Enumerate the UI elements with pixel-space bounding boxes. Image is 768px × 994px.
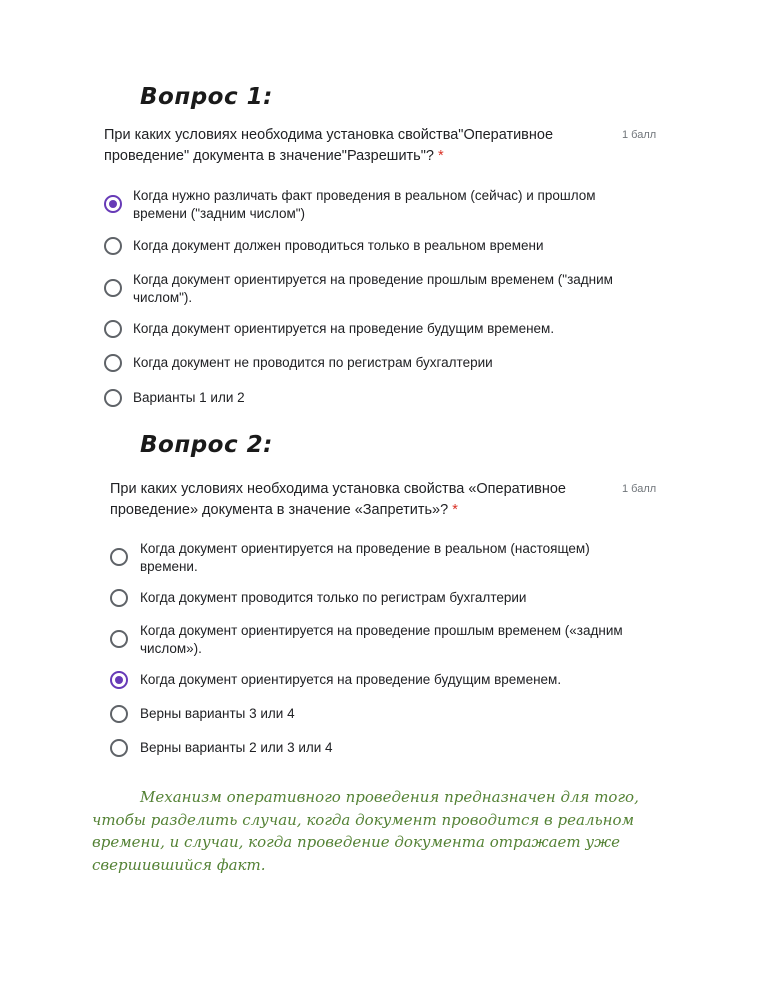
radio-button[interactable] xyxy=(104,279,122,297)
option-label: Когда документ ориентируется на проведение прошлым временем («задним числом»). xyxy=(140,623,623,656)
required-mark: * xyxy=(437,148,444,164)
radio-button[interactable] xyxy=(104,389,122,407)
question-1-points: 1 балл xyxy=(622,129,657,141)
radio-button[interactable] xyxy=(110,548,128,566)
option-label: Верны варианты 3 или 4 xyxy=(140,706,295,721)
radio-button[interactable] xyxy=(104,320,122,338)
option-label: Когда документ не проводится по регистрам бухгалтерии xyxy=(133,355,493,370)
radio-button[interactable] xyxy=(110,630,128,648)
option-label: Когда документ проводится только по регистрам бухгалтерии xyxy=(140,590,527,605)
option-label: Когда документ должен проводиться только в реальном времени xyxy=(133,238,544,253)
option-label: Варианты 1 или 2 xyxy=(133,390,245,405)
option-label: Когда документ ориентируется на проведение будущим временем. xyxy=(140,672,562,687)
required-mark: * xyxy=(452,502,458,518)
question-2-text-body: При каких условиях необходима установка свойства «Оперативное проведение» документа в значение «Запретить»? xyxy=(110,481,566,518)
radio-button[interactable] xyxy=(110,705,128,723)
question-2-points: 1 балл xyxy=(622,483,657,495)
option-label: Верны варианты 2 или 3 или 4 xyxy=(140,740,333,755)
radio-button[interactable] xyxy=(110,671,128,689)
radio-button[interactable] xyxy=(110,739,128,757)
radio-button[interactable] xyxy=(104,354,122,372)
option-label: Когда документ ориентируется на проведение будущим временем. xyxy=(133,321,555,336)
question-1-text-body: При каких условиях необходима установка свойства"Оперативное проведение" документа в значение"Разрешить"? xyxy=(104,127,554,164)
option-label: Когда нужно различать факт проведения в реальном (сейчас) и прошлом времени ("задним числом") xyxy=(133,188,596,221)
question-1-text xyxy=(104,125,604,167)
question-2-text xyxy=(110,479,605,521)
question-2-heading: Вопрос 2: xyxy=(140,432,273,458)
option-label: Когда документ ориентируется на проведение прошлым временем ("задним числом"). xyxy=(133,272,613,305)
explanation-paragraph: Механизм оперативного проведения предназначен для того, чтобы разделить случаи, когда документ проводится в реальном времени, и случаи, когда проведение документа отражает уже свершившийся факт. xyxy=(92,788,639,874)
question-1-heading: Вопрос 1: xyxy=(140,84,273,110)
radio-button[interactable] xyxy=(110,589,128,607)
radio-button[interactable] xyxy=(104,195,122,213)
option-label: Когда документ ориентируется на проведение в реальном (настоящем) времени. xyxy=(140,541,590,574)
radio-button[interactable] xyxy=(104,237,122,255)
